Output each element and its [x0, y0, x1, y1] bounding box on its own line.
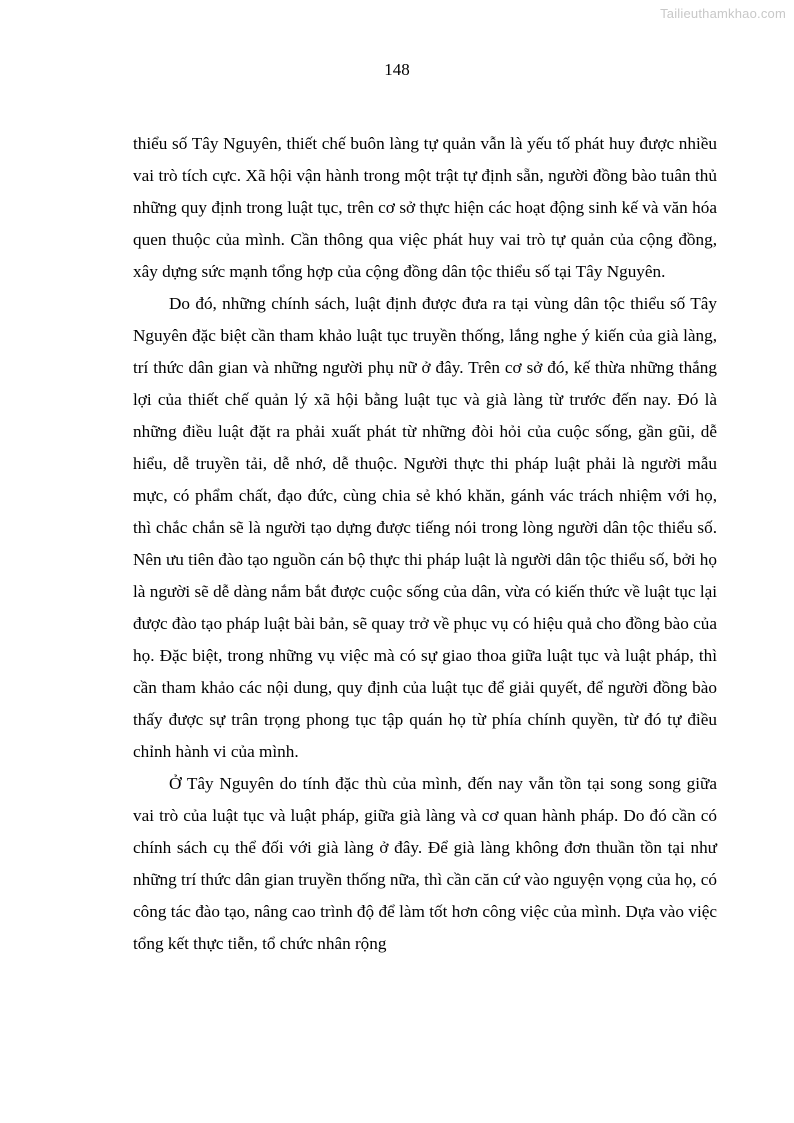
- paragraph-policy: Do đó, những chính sách, luật định được đưa ra tại vùng dân tộc thiểu số Tây Nguyên đặc biệt cần tham khảo luật tục truyền thống, lắng nghe ý kiến của già làng, trí thức dân gian và những người phụ nữ ở đây. Trên cơ sở đó, kế thừa những thắng lợi của thiết chế quản lý xã hội bằng luật tục và già làng từ trước đến nay. Đó là những điều luật đặt ra phải xuất phát từ những đòi hỏi của cuộc sống, gần gũi, dễ hiểu, dễ truyền tải, dễ nhớ, dễ thuộc. Người thực thi pháp luật phải là người mẫu mực, có phẩm chất, đạo đức, cùng chia sẻ khó khăn, gánh vác trách nhiệm với họ, thì chắc chắn sẽ là người tạo dựng được tiếng nói trong lòng người dân tộc thiểu số. Nên ưu tiên đào tạo nguồn cán bộ thực thi pháp luật là người dân tộc thiểu số, bởi họ là người sẽ dễ dàng nắm bắt được cuộc sống của dân, vừa có kiến thức về luật tục lại được đào tạo pháp luật bài bản, sẽ quay trở về phục vụ có hiệu quả cho đồng bào của họ. Đặc biệt, trong những vụ việc mà có sự giao thoa giữa luật tục và luật pháp, thì cần tham khảo các nội dung, quy định của luật tục để giải quyết, để người đồng bào thấy được sự trân trọng phong tục tập quán họ từ phía chính quyền, từ đó tự điều chỉnh hành vi của mình.: [133, 294, 717, 761]
- body-text: [133, 128, 717, 960]
- watermark: Tailieuthamkhao.com: [660, 6, 786, 21]
- paragraph-village-elders: Ở Tây Nguyên do tính đặc thù của mình, đến nay vẫn tồn tại song song giữa vai trò của luật tục và luật pháp, giữa già làng và cơ quan hành pháp. Do đó cần có chính sách cụ thể đối với già làng ở đây. Để già làng không đơn thuần tồn tại như những trí thức dân gian truyền thống nữa, thì cần căn cứ vào nguyện vọng của họ, có công tác đào tạo, nâng cao trình độ để làm tốt hơn công việc của mình. Dựa vào việc tổng kết thực tiễn, tổ chức nhân rộng: [133, 774, 717, 953]
- paragraph-continuation: thiểu số Tây Nguyên, thiết chế buôn làng tự quản vẫn là yếu tố phát huy được nhiều vai trò tích cực. Xã hội vận hành trong một trật tự định sẵn, người đồng bào tuân thủ những quy định trong luật tục, trên cơ sở thực hiện các hoạt động sinh kế và văn hóa quen thuộc của mình. Cần thông qua việc phát huy vai trò tự quản của cộng đồng, xây dựng sức mạnh tổng hợp của cộng đồng dân tộc thiểu số tại Tây Nguyên.: [133, 134, 717, 281]
- page-number: 148: [384, 60, 410, 79]
